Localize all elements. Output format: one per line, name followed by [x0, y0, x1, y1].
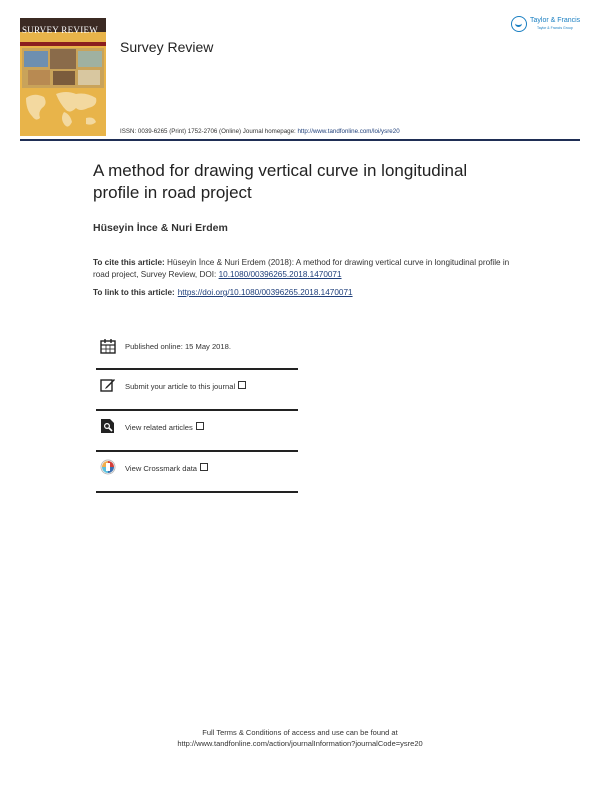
- footer-terms: [0, 727, 600, 749]
- crossmark-link[interactable]: [125, 463, 208, 473]
- cover-accent-band: [20, 42, 106, 46]
- action-divider: [96, 368, 298, 370]
- cover-photos: [22, 48, 104, 88]
- crossmark-label: View Crossmark data: [125, 464, 198, 473]
- crossmark-icon: [100, 459, 116, 475]
- issn-line: [120, 128, 400, 135]
- article-title: A method for drawing vertical curve in longitudinal profile in road project: [93, 161, 468, 202]
- calendar-icon: [100, 338, 116, 354]
- article-link-block: [93, 288, 353, 297]
- article-doi-url[interactable]: https://doi.org/10.1080/00396265.2018.1470071: [177, 288, 353, 297]
- citation-text: Hüseyin İnce & Nuri Erdem (2018): A method for drawing vertical curve in longitudinal profile in road project, Survey Review, DOI:: [93, 258, 510, 279]
- cover-title: SURVEY REVIEW: [22, 25, 99, 35]
- publisher-logo-icon: [511, 16, 527, 32]
- related-articles-link[interactable]: [125, 422, 204, 432]
- journal-homepage-link[interactable]: http://www.tandfonline.com/loi/ysre20: [297, 128, 400, 135]
- citation-doi-link[interactable]: 10.1080/00396265.2018.1470071: [218, 270, 342, 279]
- submit-article-row[interactable]: [97, 377, 297, 397]
- citation-label: To cite this article:: [93, 258, 165, 267]
- article-link-label: To link to this article:: [93, 288, 175, 297]
- submit-article-label: Submit your article to this journal: [125, 382, 236, 391]
- external-link-icon: [238, 381, 246, 389]
- related-articles-label: View related articles: [125, 423, 193, 432]
- citation-block: [93, 257, 513, 281]
- publisher-logo[interactable]: [511, 16, 583, 36]
- edit-icon: [100, 377, 116, 393]
- related-articles-row[interactable]: [97, 418, 297, 438]
- journal-name: Survey Review: [120, 39, 214, 55]
- external-link-icon: [200, 463, 208, 471]
- journal-cover-image: [20, 18, 106, 136]
- external-link-icon: [196, 422, 204, 430]
- header-rule: [20, 139, 580, 141]
- article-authors[interactable]: Hüseyin İnce & Nuri Erdem: [93, 222, 228, 234]
- published-row: [97, 338, 297, 358]
- crossmark-row[interactable]: [97, 459, 297, 479]
- action-divider: [96, 491, 298, 493]
- footer-terms-line: Full Terms & Conditions of access and use can be found at: [202, 728, 398, 737]
- related-articles-icon: [100, 418, 116, 434]
- footer-terms-url[interactable]: http://www.tandfonline.com/action/journalInformation?journalCode=ysre20: [177, 739, 423, 748]
- action-divider: [96, 409, 298, 411]
- published-date: Published online: 15 May 2018.: [125, 342, 231, 351]
- world-map-graphic: [20, 88, 106, 136]
- issn-text: ISSN: 0039-6265 (Print) 1752-2706 (Online) Journal homepage:: [120, 128, 298, 135]
- publisher-name: Taylor & Francis: [530, 17, 581, 24]
- submit-article-link[interactable]: [125, 381, 246, 391]
- publisher-subname: Taylor & Francis Group: [537, 26, 573, 30]
- action-divider: [96, 450, 298, 452]
